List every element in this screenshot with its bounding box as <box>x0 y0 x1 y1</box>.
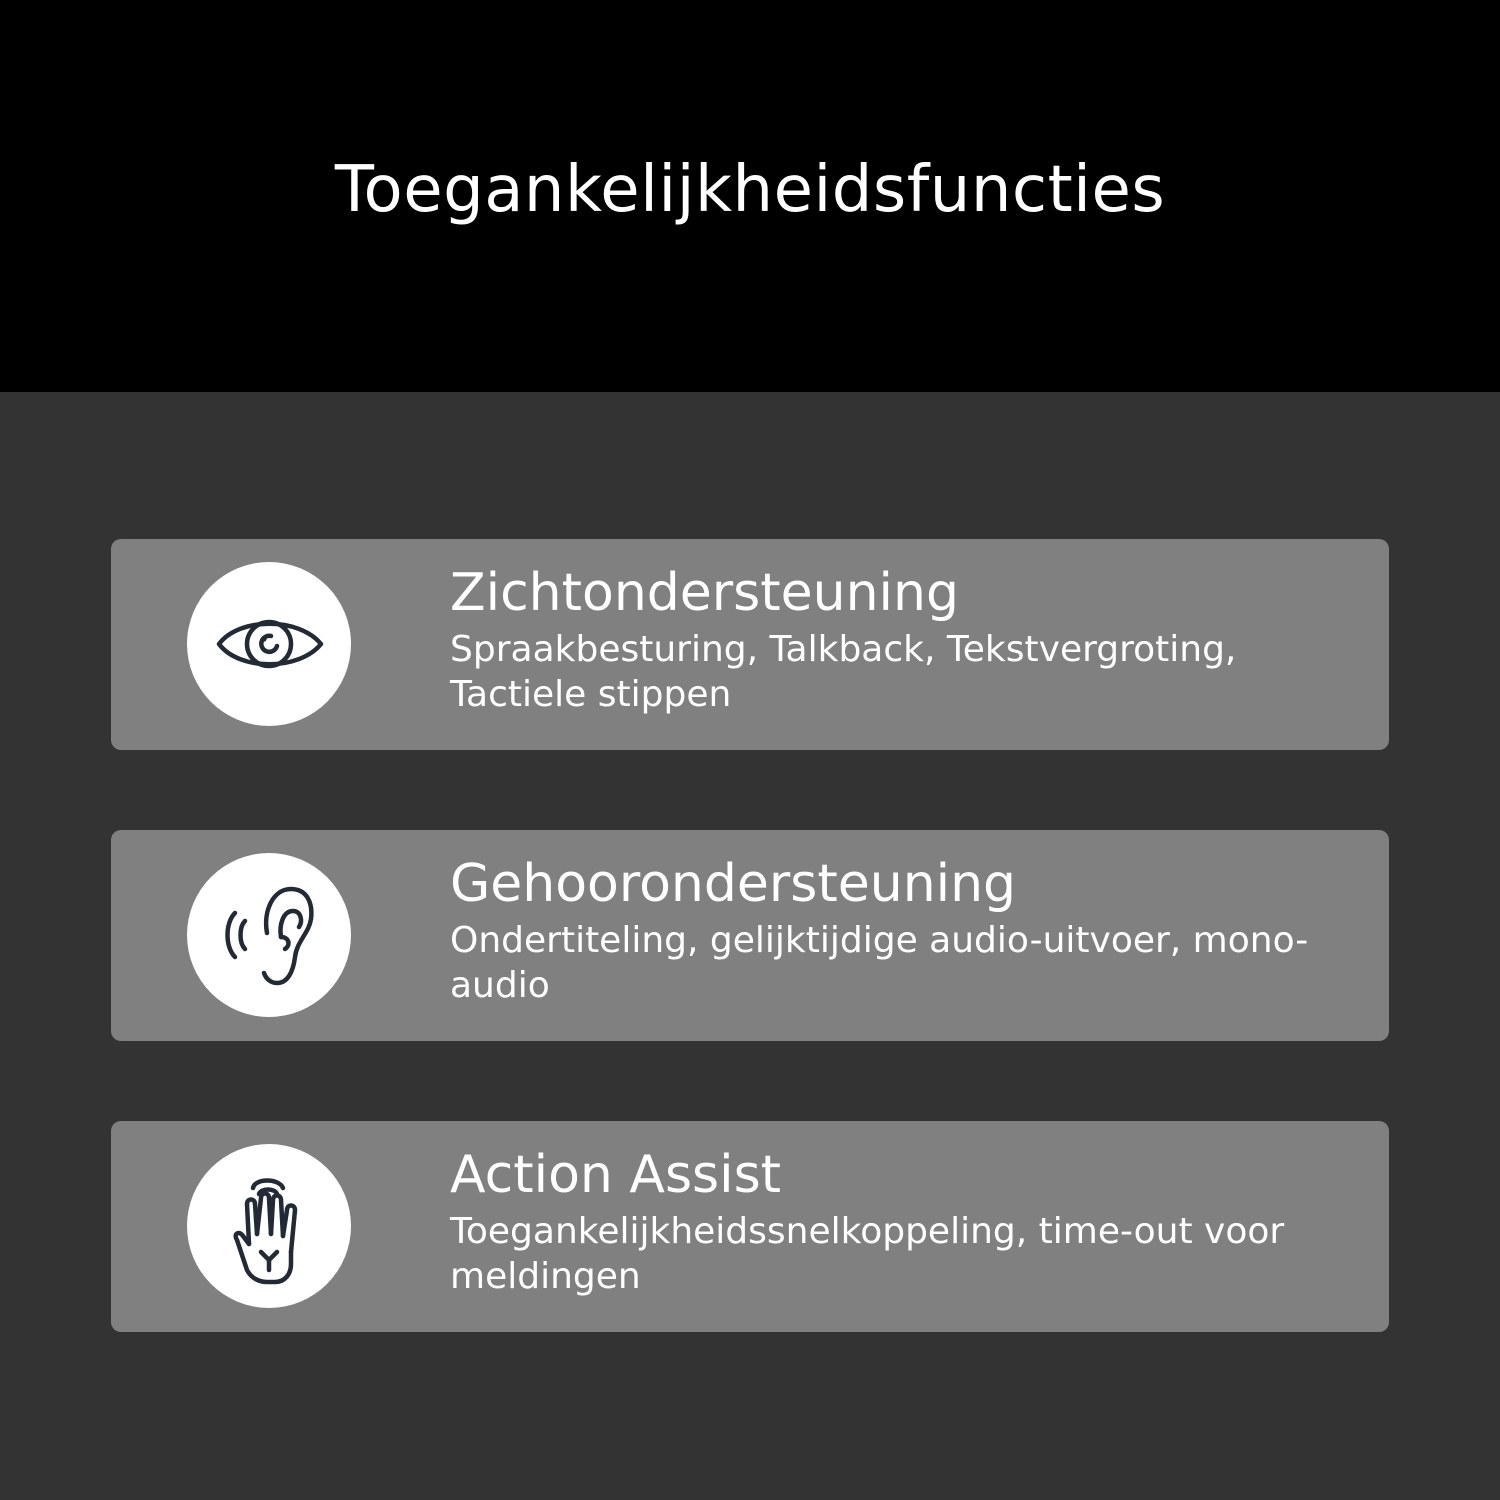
feature-title: Zichtondersteuning <box>450 563 959 623</box>
feature-card-hearing <box>111 830 1389 1041</box>
ear-icon <box>187 853 351 1017</box>
eye-icon <box>187 562 351 726</box>
feature-title: Action Assist <box>450 1145 782 1205</box>
feature-description: Spraakbesturing, Talkback, Tekstvergroting, Tactiele stippen <box>450 629 1237 715</box>
feature-text <box>450 850 1350 1008</box>
feature-card-vision <box>111 539 1389 750</box>
hand-touch-icon <box>187 1144 351 1308</box>
feature-text <box>450 1141 1350 1299</box>
feature-description: Ondertiteling, gelijktijdige audio-uitvoer, mono-audio <box>450 920 1309 1006</box>
feature-description: Toegankelijkheidssnelkoppeling, time-out voor meldingen <box>450 1211 1285 1297</box>
feature-text <box>450 559 1350 717</box>
page-title: Toegankelijkheidsfuncties <box>334 153 1166 227</box>
header <box>0 0 1500 392</box>
feature-title: Gehoorondersteuning <box>450 854 1017 914</box>
feature-card-action-assist <box>111 1121 1389 1332</box>
